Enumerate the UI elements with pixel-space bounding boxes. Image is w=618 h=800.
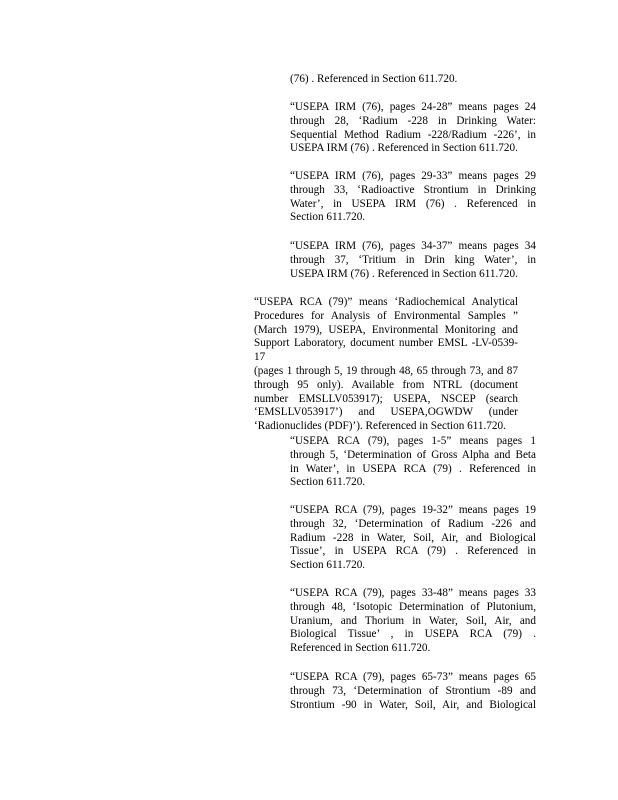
paragraph-line: through 5, ‘Determination of Gross Alpha and Beta bbox=[290, 448, 536, 461]
paragraph-line: Sequential Method Radium -228/Radium -226’, in bbox=[290, 128, 536, 141]
paragraph-rca-pages-65-73 bbox=[290, 671, 536, 712]
paragraph-line: (76) . Referenced in Section 611.720. bbox=[290, 73, 458, 85]
paragraph-line: Section 611.720. bbox=[290, 211, 366, 224]
paragraph-line: through 37, ‘Tritium in Drin king Water’, in bbox=[290, 253, 536, 266]
paragraph-line: Section 611.720. bbox=[290, 476, 366, 489]
paragraph-line: “USEPA RCA (79)” means ‘Radiochemical Analytical bbox=[254, 296, 518, 308]
paragraph-line: “USEPA IRM (76), pages 29-33” means pages 29 bbox=[290, 170, 536, 182]
paragraph-line: ‘Radionuclides (PDF)’). Referenced in Section 611.720. bbox=[254, 420, 506, 433]
paragraph-rca-pages-33-48 bbox=[290, 587, 536, 656]
paragraph-line: Strontium -90 in Water, Soil, Air, and Biological bbox=[290, 698, 536, 711]
paragraph-line: Water’, in USEPA IRM (76) . Referenced in bbox=[290, 197, 536, 210]
paragraph-line: Biological Tissue’ , in USEPA RCA (79) . bbox=[290, 628, 536, 641]
paragraph-line: through 32, ‘Determination of Radium -226 and bbox=[290, 517, 536, 530]
paragraph-rca-pages-1-5 bbox=[290, 435, 536, 490]
paragraph-line: through 28, ‘Radium -228 in Drinking Water: bbox=[290, 114, 536, 127]
paragraph-line: “USEPA RCA (79), pages 1-5” means pages 1 bbox=[290, 435, 536, 447]
paragraph-line: Procedures for Analysis of Environmental Samples ” bbox=[254, 309, 518, 322]
paragraph-line: (pages 1 through 5, 19 through 48, 65 through 73, and 87 bbox=[254, 364, 518, 377]
paragraph-line: Section 611.720. bbox=[290, 559, 366, 572]
paragraph-line: (March 1979), USEPA, Environmental Monitoring and bbox=[254, 323, 518, 336]
paragraph-irm-continuation bbox=[290, 73, 536, 87]
paragraph-irm-pages-24-28 bbox=[290, 101, 536, 156]
paragraph-line: through 73, ‘Determination of Strontium -89 and bbox=[290, 684, 536, 697]
paragraph-line: Referenced in Section 611.720. bbox=[290, 642, 431, 655]
paragraph-irm-pages-29-33 bbox=[290, 170, 536, 225]
paragraph-line: in Water’, in USEPA RCA (79) . Referenced in bbox=[290, 462, 536, 475]
paragraph-line: USEPA IRM (76) . Referenced in Section 611.720. bbox=[290, 267, 518, 280]
paragraph-line: “USEPA RCA (79), pages 65-73” means pages 65 bbox=[290, 671, 536, 683]
paragraph-line: “USEPA RCA (79), pages 19-32” means pages 19 bbox=[290, 504, 536, 516]
paragraph-line: through 95 only). Available from NTRL (document bbox=[254, 378, 518, 391]
paragraph-line: USEPA IRM (76) . Referenced in Section 611.720. bbox=[290, 142, 518, 155]
paragraph-line: through 33, ‘Radioactive Strontium in Drinking bbox=[290, 183, 536, 196]
paragraph-rca-79-definition bbox=[254, 296, 518, 434]
paragraph-line: “USEPA IRM (76), pages 24-28” means pages 24 bbox=[290, 101, 536, 113]
paragraph-line: Support Laboratory, document number EMSL -LV-0539-17 bbox=[254, 337, 518, 364]
paragraph-line: “USEPA IRM (76), pages 34-37” means pages 34 bbox=[290, 240, 536, 252]
paragraph-irm-pages-34-37 bbox=[290, 240, 536, 281]
paragraph-line: number EMSLLV053917); USEPA, NSCEP (search bbox=[254, 392, 518, 405]
paragraph-line: through 48, ‘Isotopic Determination of Plutonium, bbox=[290, 600, 536, 613]
paragraph-line: ‘EMSLLV053917’) and USEPA,OGWDW (under bbox=[254, 406, 518, 419]
paragraph-line: Uranium, and Thorium in Water, Soil, Air, and bbox=[290, 614, 536, 627]
paragraph-rca-pages-19-32 bbox=[290, 504, 536, 573]
paragraph-line: Tissue’, in USEPA RCA (79) . Referenced in bbox=[290, 545, 536, 558]
paragraph-line: Radium -228 in Water, Soil, Air, and Biological bbox=[290, 531, 536, 544]
paragraph-line: “USEPA RCA (79), pages 33-48” means pages 33 bbox=[290, 587, 536, 599]
